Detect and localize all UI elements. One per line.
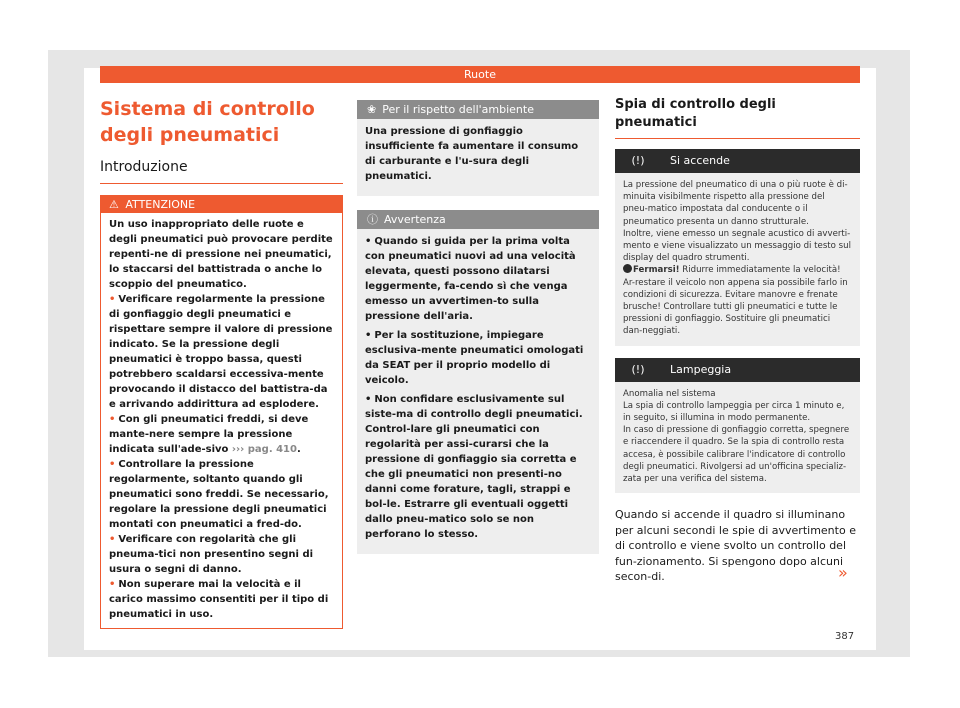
warning-label: ATTENZIONE (125, 198, 196, 211)
lamp-flash-label: Lampeggia (670, 362, 732, 376)
section-title: Spia di controllo degli pneumatici (615, 96, 860, 139)
warning-bullet: • Non superare mai la velocità e il carico massimo consentiti per il tipo di pneumatici in uso. (109, 579, 329, 620)
tire-pressure-warning-icon: (!) (631, 362, 645, 376)
stop-label: Fermarsi! (633, 265, 680, 276)
lamp-flash-text-1: Anomalia nel sistema (623, 388, 716, 399)
page-number: 387 (835, 631, 855, 642)
bullet-icon: • (109, 294, 116, 305)
environment-text: Una pressione di gonfiaggio insufficiente fa aumentare il consumo di carburante e l'u-sura degli pneumatici. (365, 126, 579, 182)
lamp-on-text-2: Inoltre, viene emesso un segnale acustico di avverti-mento e viene visualizzato un messaggio di testo sul display del quadro strumenti. (623, 228, 851, 264)
bullet-icon: • (365, 330, 372, 341)
warning-triangle-icon: ⚠ (109, 198, 119, 211)
continue-arrow-icon: » (838, 563, 848, 582)
environment-body (357, 119, 599, 196)
warning-bullet: • Controllare la pressione regolarmente, soltanto quando gli pneumatici sono freddi. Se necessario, regolare la pressione degli pneumatici montati con pneumatici a fred-do. (109, 459, 329, 530)
column-right (615, 96, 860, 585)
column-middle (357, 100, 599, 554)
bullet-icon: • (365, 236, 372, 247)
lamp-on-label: Si accende (670, 154, 730, 167)
note-header (357, 210, 599, 229)
leaf-icon: ❀ (367, 103, 377, 116)
note-label: Avvertenza (384, 213, 446, 226)
note-bullet: • Quando si guida per la prima volta con pneumatici nuovi ad una velocità elevata, questi possono dilatarsi leggermente, fa-cendo sì che venga emesso un avvertimen-to sulla pressione dell'aria. (365, 236, 576, 322)
bullet-icon: • (109, 579, 116, 590)
warning-bullet: • Con gli pneumatici freddi, si deve mante-nere sempre la pressione indicata sull'ade-sivo ››› pag. 410. (109, 414, 309, 455)
page-reference-link[interactable]: ››› pag. 410 (231, 444, 297, 455)
info-icon: ⓘ (367, 213, 378, 226)
note-box (357, 210, 599, 554)
stop-icon (623, 264, 632, 273)
environment-header (357, 100, 599, 119)
warning-intro: Un uso inappropriato delle ruote e degli pneumatici può provocare perdite repenti-ne di pressione nei pneumatici, lo staccarsi del battistrada o anche lo scoppio del pneumatico. (109, 219, 333, 290)
tire-pressure-warning-icon: (!) (631, 154, 645, 167)
section-header: Ruote (100, 66, 860, 83)
section-subtitle: Introduzione (100, 158, 343, 184)
lamp-flash-text-2: La spia di controllo lampeggia per circa 1 minuto e, in seguito, si illumina in modo permanente. (623, 400, 845, 424)
environment-label: Per il rispetto dell'ambiente (382, 103, 534, 116)
lamp-flash-body (615, 382, 860, 494)
environment-box (357, 100, 599, 196)
lamp-flash-header (615, 358, 860, 382)
bullet-icon: • (365, 394, 372, 405)
lamp-on-body (615, 173, 860, 346)
warning-bullet: • Verificare regolarmente la pressione di gonfiaggio degli pneumatici e rispettare sempre il valore di pressione indicato. Se la pressione degli pneumatici è troppo bassa, questi potrebbero scaldarsi eccessiva-mente provocando il distacco del battistra-da e arrivando addirittura ad esplodere. (109, 294, 333, 410)
closing-paragraph: Quando si accende il quadro si illuminano per alcuni secondi le spie di avvertimento e di controllo e viene svolto un controllo del fun-zionamento. Si spengono dopo alcuni secon-di. (615, 508, 856, 584)
bullet-icon: • (109, 414, 116, 425)
lamp-on-text-1: La pressione del pneumatico di una o più ruote è di-minuita visibilmente rispetto alla pressione del pneu-matico impostata dal conducente o il pneumatico presenta un danno strutturale. (623, 180, 848, 227)
lamp-on-header (615, 149, 860, 173)
note-body (357, 229, 599, 554)
warning-body (101, 213, 342, 628)
bullet-icon: • (109, 459, 116, 470)
page-title: Sistema di controllo degli pneumatici (100, 98, 315, 146)
warning-bullet: • Verificare con regolarità che gli pneuma-tici non presentino segni di usura o segni di danno. (109, 534, 314, 575)
warning-box (100, 195, 343, 629)
note-bullet: • Non confidare esclusivamente sul siste-ma di controllo degli pneumatici. Control-lare gli pneumatici con regolarità per assi-curarsi che la pressione di gonfiaggio sia corretta e che gli pneumatici non presenti-no danni come forature, tagli, strappi e bol-le. Estrarre gli eventuali oggetti dallo pneu-matico solo se non perforano lo stesso. (365, 394, 583, 540)
lamp-flash-text-3: In caso di pressione di gonfiaggio corretta, spegnere e riaccendere il quadro. Se la spia di controllo resta accesa, è possibile calibrare l'indicatore di controllo degli pneumatici. Rivolgersi ad un'officina specializ-zata per una verifica del sistema. (623, 425, 850, 485)
warning-header (101, 196, 342, 213)
column-left (100, 96, 343, 629)
lamp-on-text-3: Fermarsi! Ridurre immediatamente la velocità! Ar-restare il veicolo non appena sia possibile farlo in condizioni di sicurezza. Evitare manovre e frenate brusche! Controllare tutti gli pneumatici e tutte le pressioni di gonfiaggio. Sostituire gli pneumatici dan-neggiati. (623, 265, 848, 337)
bullet-icon: • (109, 534, 116, 545)
note-bullet: • Per la sostituzione, impiegare esclusiva-mente pneumatici omologati da SEAT per il proprio modello di veicolo. (365, 330, 584, 386)
